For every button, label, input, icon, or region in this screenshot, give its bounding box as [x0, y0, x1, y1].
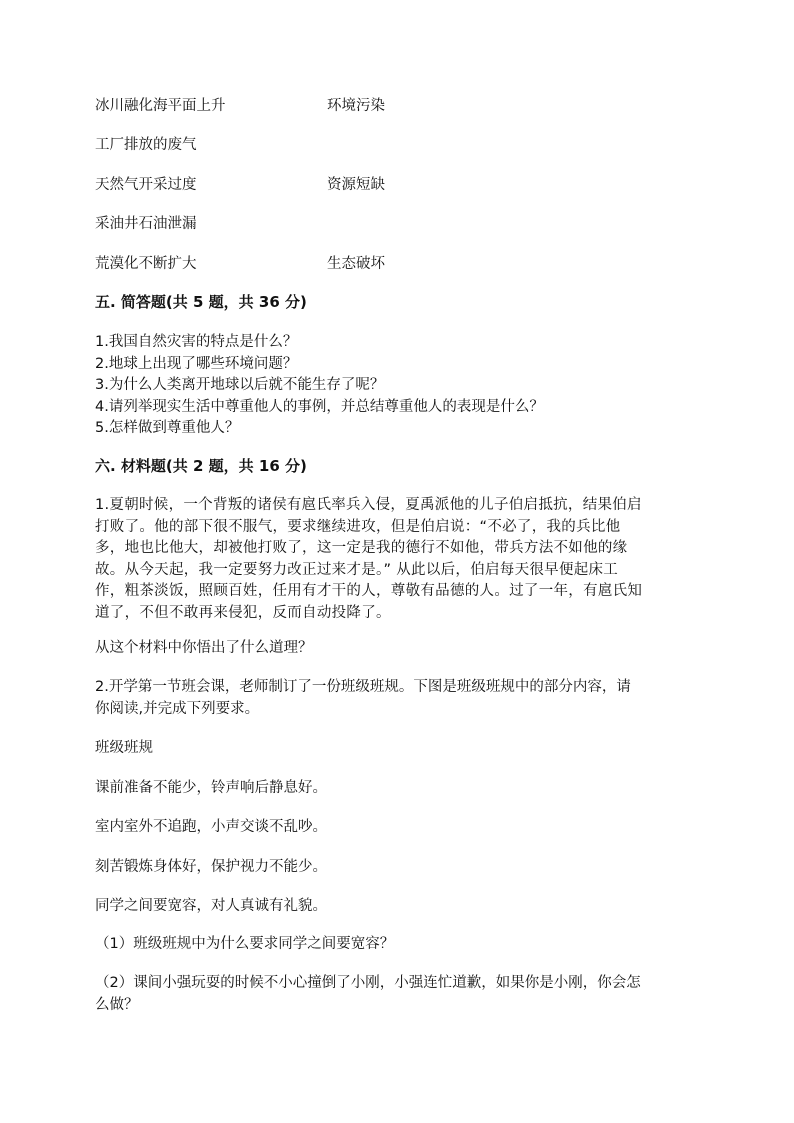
- question-4: 4.请列举现实生活中尊重他人的事例，并总结尊重他人的表现是什么？: [95, 398, 544, 415]
- material1-line-1: 1.夏朝时候，一个背叛的诸侯有扈氏率兵入侵，夏禹派他的儿子伯启抵抗，结果伯启: [95, 497, 642, 513]
- rule-2: 室内室外不追跑，小声交谈不乱吵。: [95, 819, 327, 835]
- match-left-2: 工厂排放的废气: [95, 137, 197, 153]
- match-right-3: 生态破坏: [327, 256, 385, 272]
- question-5: 5.怎样做到尊重他人？: [95, 420, 240, 436]
- match-right-1: 环境污染: [327, 98, 385, 114]
- rule-1: 课前准备不能少，铃声响后静息好。: [95, 780, 327, 796]
- material1-line-2: 打败了。他的部下很不服气，要求继续进攻，但是伯启说：“不必了，我的兵比他: [95, 518, 621, 535]
- match-left-3: 天然气开采过度: [95, 177, 197, 193]
- material2-line-1: 2.开学第一节班会课，老师制订了一份班级班规。下图是班级班规中的部分内容，请: [95, 679, 631, 695]
- question-1: 1.我国自然灾害的特点是什么？: [95, 334, 298, 350]
- match-right-2: 资源短缺: [327, 177, 385, 193]
- section5-title: 五. 简答题(共 5 题，共 36 分): [95, 293, 307, 311]
- material1-line-5: 作，粗茶淡饭，照顾百姓，任用有才干的人，尊敬有品德的人。过了一年，有扈氏知: [95, 583, 643, 599]
- material1-paragraph: [95, 495, 700, 624]
- question-3: 3.为什么人类离开地球以后就不能生存了呢？: [95, 377, 385, 393]
- sub-question-2-line-2: 么做？: [95, 996, 139, 1013]
- rule-3: 刻苦锻炼身体好，保护视力不能少。: [95, 859, 327, 875]
- material1-line-6: 道了，不但不敢再来侵犯，反而自动投降了。: [95, 604, 391, 621]
- sub-question-1: （1）班级班规中为什么要求同学之间要宽容？: [95, 936, 395, 952]
- question-2: 2.地球上出现了哪些环境问题？: [95, 355, 298, 372]
- section5-questions: [95, 332, 700, 440]
- match-left-1: 冰川融化海平面上升: [95, 98, 226, 114]
- sub-question-2-line-1: （2）课间小强玩耍的时候不小心撞倒了小刚，小强连忙道歉，如果你是小刚，你会怎: [95, 975, 641, 991]
- rules-title: 班级班规: [95, 740, 153, 756]
- rule-4: 同学之间要宽容，对人真诚有礼貌。: [95, 898, 327, 914]
- sub-question-2: [95, 973, 700, 1016]
- section6-title: 六. 材料题(共 2 题，共 16 分): [95, 457, 307, 475]
- material1-line-4: 故。从今天起，我一定要努力改正过来才是。” 从此以后，伯启每天很早便起床工: [95, 561, 619, 578]
- material1-line-3: 多，地也比他大，却被他打败了，这一定是我的德行不如他，带兵方法不如他的缘: [95, 540, 628, 556]
- material2-paragraph: [95, 677, 700, 720]
- match-left-4: 采油井石油泄漏: [95, 216, 197, 232]
- match-left-5: 荒漠化不断扩大: [95, 256, 197, 272]
- material2-line-2: 你阅读,并完成下列要求。: [95, 700, 260, 717]
- material1-question: 从这个材料中你悟出了什么道理？: [95, 640, 313, 656]
